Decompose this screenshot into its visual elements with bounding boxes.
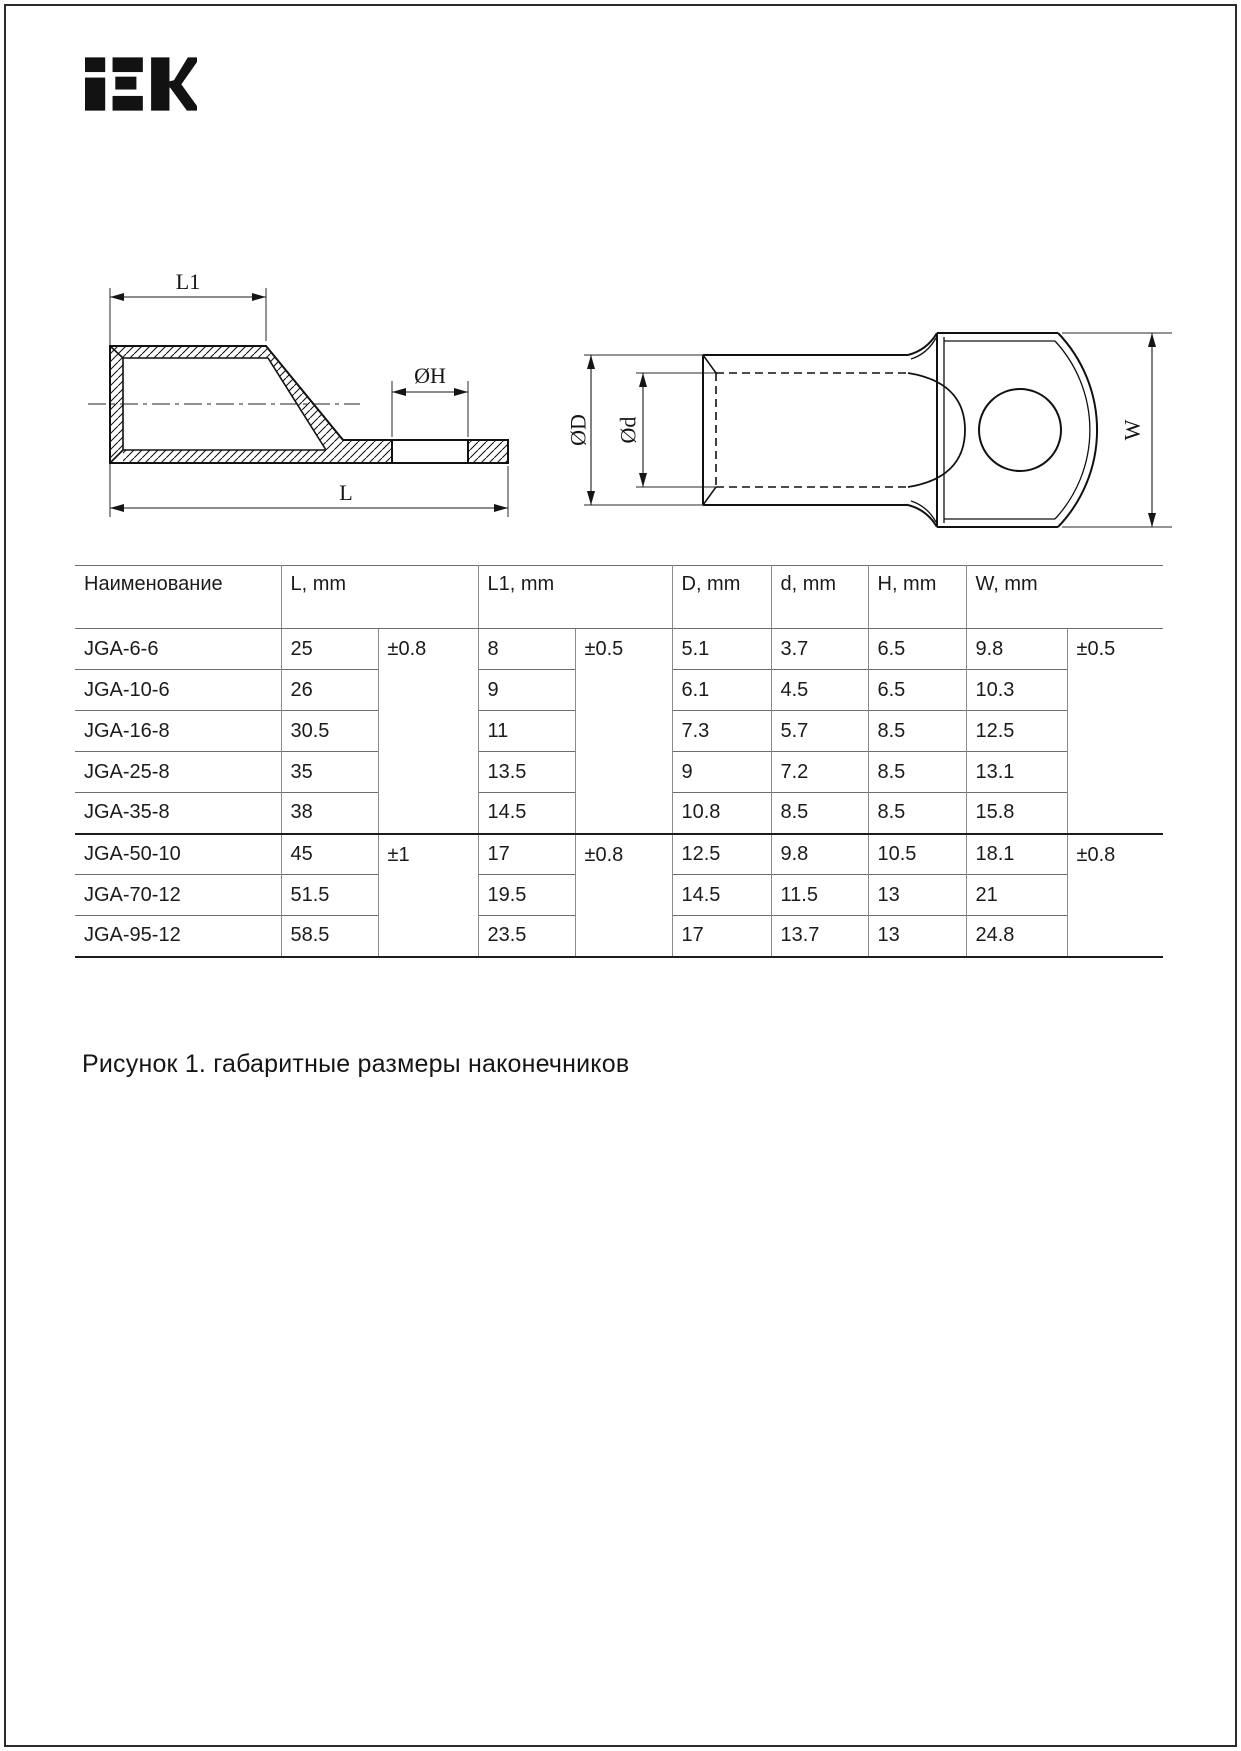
cell-d-inner: 8.5 (771, 793, 868, 834)
bolt-hole (979, 389, 1061, 471)
logo-k-stem (151, 57, 169, 110)
cell-w: 21 (966, 875, 1067, 916)
cell-l: 30.5 (281, 711, 378, 752)
dim-label-l1: L1 (175, 269, 201, 294)
logo-e-bottom (113, 96, 143, 111)
bore-hidden-lines (716, 373, 908, 487)
header-d-outer: D, mm (672, 566, 771, 629)
cell-l1: 14.5 (478, 793, 575, 834)
barrel (703, 355, 908, 505)
logo-e-top (113, 57, 143, 72)
cell-d-inner: 7.2 (771, 752, 868, 793)
cell-h: 8.5 (868, 793, 966, 834)
cell-d-outer: 14.5 (672, 875, 771, 916)
iek-logo (85, 57, 197, 111)
cell-d-inner: 9.8 (771, 834, 868, 875)
dim-label-h: ØH (414, 363, 446, 388)
cell-name: JGA-6-6 (84, 637, 159, 660)
logo-i-dot (85, 57, 105, 72)
cell-d-outer: 9 (672, 752, 771, 793)
cell-name: JGA-50-10 (75, 834, 281, 875)
header-l1: L1, mm (478, 566, 672, 629)
flare-transition (908, 333, 965, 527)
header-d-inner: d, mm (771, 566, 868, 629)
cell-name: JGA-95-12 (75, 916, 281, 957)
cell-w: 10.3 (966, 670, 1067, 711)
cell-l: 35 (281, 752, 378, 793)
cell-w: 18.1 (966, 834, 1067, 875)
header-w: W, mm (966, 566, 1163, 629)
cell-d-outer: 17 (672, 916, 771, 957)
cell-d-inner: 13.7 (771, 916, 868, 957)
tongue (937, 333, 1097, 527)
cell-w-tolerance: ±0.8 (1067, 834, 1163, 957)
cell-l1: 9 (478, 670, 575, 711)
dimensions-table (75, 565, 1163, 958)
cell-l1-tolerance: ±0.5 (575, 629, 672, 834)
cell-w: 24.8 (966, 916, 1067, 957)
dim-label-w: W (1119, 419, 1145, 441)
cell-h: 13 (868, 875, 966, 916)
cell-d-outer: 10.8 (672, 793, 771, 834)
cell-l1: 8 (478, 629, 575, 670)
cell-d-outer: 6.1 (672, 670, 771, 711)
dim-label-outer-dia: ØD (565, 414, 591, 446)
cell-d-outer: 5.1 (672, 629, 771, 670)
cell-d-inner: 5.7 (771, 711, 868, 752)
logo-k-lower-arm (169, 79, 197, 110)
header-h: H, mm (868, 566, 966, 629)
dim-label-l: L (339, 480, 353, 505)
cell-d-outer: 7.3 (672, 711, 771, 752)
cell-h: 6.5 (868, 629, 966, 670)
cell-d-outer: 12.5 (672, 834, 771, 875)
cell-name: JGA-25-8 (75, 752, 281, 793)
cell-h: 13 (868, 916, 966, 957)
cell-l: 38 (281, 793, 378, 834)
cell-l: 26 (281, 670, 378, 711)
table-row (75, 834, 1163, 875)
cell-l: 45 (281, 834, 378, 875)
logo-e-mid (115, 77, 136, 90)
cell-h: 6.5 (868, 670, 966, 711)
dim-label-inner-dia: Ød (615, 416, 641, 444)
cell-l1: 17 (478, 834, 575, 875)
cell-l1: 13.5 (478, 752, 575, 793)
cell-d-inner: 11.5 (771, 875, 868, 916)
table-row (75, 629, 1163, 670)
cell-name: JGA-35-8 (75, 793, 281, 834)
cell-l1: 11 (478, 711, 575, 752)
top-view-drawing (550, 300, 1190, 545)
cell-l-tolerance: ±1 (378, 834, 478, 957)
table-header-row (75, 566, 1163, 629)
cell-l1-tolerance: ±0.8 (575, 834, 672, 957)
header-name: Наименование (75, 566, 281, 629)
cell-l-tolerance: ±0.8 (378, 629, 478, 834)
cell-l1: 19.5 (478, 875, 575, 916)
dimension-lines (591, 333, 1152, 527)
cell-w: 15.8 (966, 793, 1067, 834)
figure-caption: Рисунок 1. габаритные размеры наконечников (82, 1050, 630, 1078)
bolt-hole-edges (392, 440, 468, 463)
cell-h: 8.5 (868, 752, 966, 793)
cell-name: JGA-16-8 (75, 711, 281, 752)
cell-l1: 23.5 (478, 916, 575, 957)
cell-name: JGA-10-6 (75, 670, 281, 711)
cell-d-inner: 4.5 (771, 670, 868, 711)
cell-w-tolerance: ±0.5 (1067, 629, 1163, 834)
cell-w: 12.5 (966, 711, 1067, 752)
header-l: L, mm (281, 566, 478, 629)
cell-h: 8.5 (868, 711, 966, 752)
cell-l: 25 (281, 629, 378, 670)
logo-i-stem (85, 78, 105, 111)
cell-w: 9.8 (966, 629, 1067, 670)
cell-w: 13.1 (966, 752, 1067, 793)
cell-d-inner: 3.7 (771, 629, 868, 670)
side-view-drawing (78, 242, 528, 527)
extension-lines (584, 333, 1172, 527)
cell-h: 10.5 (868, 834, 966, 875)
cell-name: JGA-70-12 (75, 875, 281, 916)
cell-l: 51.5 (281, 875, 378, 916)
cell-l: 58.5 (281, 916, 378, 957)
